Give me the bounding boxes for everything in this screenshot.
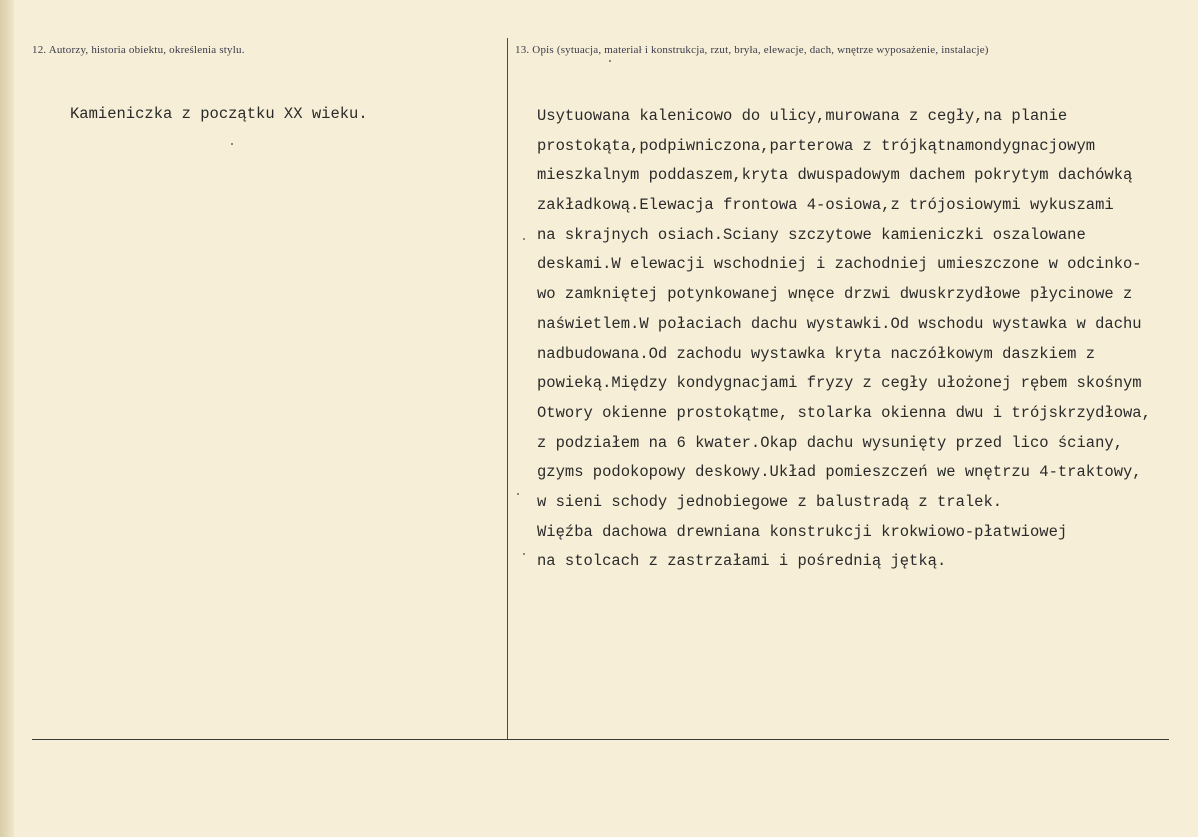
- description-line: Usytuowana kalenicowo do ulicy,murowana z cegły,na planie: [537, 107, 1068, 125]
- description-line: gzyms podokopowy deskowy.Układ pomieszczeń we wnętrzu 4-traktowy,: [537, 463, 1142, 482]
- description-line: nadbudowana.Od zachodu wystawka kryta naczółkowym daszkiem z: [537, 344, 1096, 363]
- description-line: wo zamkniętej potynkowanej wnęce drzwi dwuskrzydłowe płycinowe z: [537, 285, 1133, 304]
- description-line: powieką.Między kondygnacjami fryzy z cegły ułożonej rębem skośnym: [537, 374, 1142, 393]
- description-line: Więźba dachowa drewniana konstrukcji krokwiowo-płatwiowej: [537, 522, 1068, 541]
- card-edge-shadow: [0, 0, 14, 837]
- description-line: z podziałem na 6 kwater.Okap dachu wysunięty przed lico ściany,: [537, 433, 1123, 452]
- column-divider: [507, 38, 508, 740]
- description-line: w sieni schody jednobiegowe z balustradą z tralek.: [537, 492, 1003, 511]
- description-line: naświetlem.W połaciach dachu wystawki.Od wschodu wystawka w dachu: [537, 314, 1142, 333]
- paper-speck: [523, 238, 525, 240]
- field-12-value: Kamieniczka z początku XX wieku.: [70, 105, 368, 123]
- field-13-value: [537, 105, 1192, 580]
- field-12-label: 12. Autorzy, historia obiektu, określenia stylu.: [32, 44, 245, 56]
- field-13-label: 13. Opis (sytuacja, materiał i konstrukcja, rzut, bryła, elewacje, dach, wnętrze wyposażenie, instalacje): [515, 44, 989, 56]
- paper-speck: [231, 143, 233, 145]
- description-line: prostokąta,podpiwniczona,parterowa z trójkątnamondygnacjowym: [537, 136, 1096, 155]
- description-line: zakładkową.Elewacja frontowa 4-osiowa,z trójosiowymi wykuszami: [537, 196, 1114, 215]
- description-line: na skrajnych osiach.Sciany szczytowe kamieniczki oszalowane: [537, 225, 1086, 244]
- description-line: deskami.W elewacji wschodniej i zachodniej umieszczone w odcinko-: [537, 255, 1142, 274]
- paper-speck: [517, 493, 519, 495]
- bottom-rule: [32, 739, 1169, 740]
- description-line: mieszkalnym poddaszem,kryta dwuspadowym dachem pokrytym dachówką: [537, 166, 1133, 185]
- description-line: na stolcach z zastrzałami i pośrednią jętką.: [537, 552, 947, 571]
- description-line: Otwory okienne prostokątme, stolarka okienna dwu i trójskrzydłowa,: [537, 403, 1151, 422]
- paper-speck: [609, 60, 611, 62]
- paper-speck: [523, 553, 525, 555]
